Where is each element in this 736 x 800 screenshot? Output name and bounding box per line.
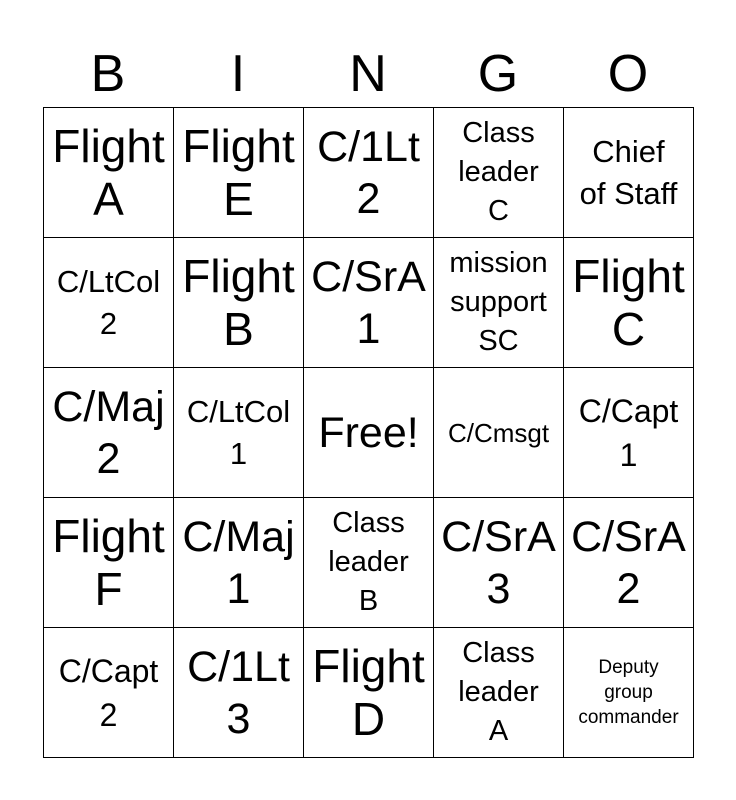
bingo-cell-r2-c4[interactable] <box>564 368 694 498</box>
bingo-cell-r4-c1[interactable] <box>174 628 304 758</box>
cell-label: C/1Lt 3 <box>187 642 290 743</box>
bingo-cell-r3-c1[interactable] <box>174 498 304 628</box>
bingo-cell-r1-c3[interactable] <box>434 238 564 368</box>
cell-label: C/Capt 1 <box>578 392 679 473</box>
bingo-cell-r2-c1[interactable] <box>174 368 304 498</box>
cell-label: Flight A <box>52 119 165 225</box>
bingo-cell-r4-c4[interactable] <box>564 628 694 758</box>
cell-label: C/SrA 3 <box>441 512 556 613</box>
bingo-cell-r2-c3[interactable] <box>434 368 564 498</box>
free-space-label: Free! <box>318 408 419 457</box>
bingo-cell-r1-c2[interactable] <box>304 238 434 368</box>
header-letter-i: I <box>230 45 246 103</box>
bingo-cell-r3-c3[interactable] <box>434 498 564 628</box>
cell-label: C/Cmsgt <box>447 417 550 448</box>
bingo-cell-r1-c0[interactable] <box>44 238 174 368</box>
cell-label: C/SrA 2 <box>571 512 686 613</box>
bingo-cell-r2-c2-free[interactable] <box>304 368 434 498</box>
bingo-cell-r3-c4[interactable] <box>564 498 694 628</box>
cell-label: C/SrA 1 <box>311 252 426 353</box>
header-letter-n: N <box>349 45 387 103</box>
bingo-cell-r4-c3[interactable] <box>434 628 564 758</box>
bingo-cell-r0-c2[interactable] <box>304 108 434 238</box>
cell-label: Class leader B <box>328 507 409 617</box>
bingo-board <box>43 107 694 758</box>
cell-label: mission support SC <box>449 247 548 357</box>
bingo-cell-r3-c0[interactable] <box>44 498 174 628</box>
cell-label: Class leader A <box>458 637 539 747</box>
cell-label: Chief of Staff <box>579 133 678 211</box>
cell-label: Class leader C <box>458 117 539 227</box>
cell-label: Flight F <box>52 509 165 615</box>
cell-label: C/Capt 2 <box>58 652 159 733</box>
cell-label: C/LtCol 2 <box>56 263 161 341</box>
bingo-cell-r1-c4[interactable] <box>564 238 694 368</box>
bingo-cell-r4-c0[interactable] <box>44 628 174 758</box>
header-letter-o: O <box>607 45 649 103</box>
bingo-cell-r4-c2[interactable] <box>304 628 434 758</box>
cell-label: Flight D <box>312 639 425 745</box>
bingo-cell-r3-c2[interactable] <box>304 498 434 628</box>
bingo-cell-r1-c1[interactable] <box>174 238 304 368</box>
bingo-header <box>43 40 693 108</box>
bingo-cell-r0-c0[interactable] <box>44 108 174 238</box>
header-letter-b: B <box>90 45 126 103</box>
cell-label: Flight C <box>572 249 685 355</box>
bingo-cell-r0-c4[interactable] <box>564 108 694 238</box>
cell-label: Deputy group commander <box>578 657 679 728</box>
cell-label: C/Maj 2 <box>52 382 165 483</box>
cell-label: Flight E <box>182 119 295 225</box>
cell-label: C/LtCol 1 <box>186 393 291 471</box>
bingo-cell-r0-c1[interactable] <box>174 108 304 238</box>
cell-label: C/1Lt 2 <box>317 122 420 223</box>
header-letter-g: G <box>477 45 519 103</box>
bingo-cell-r2-c0[interactable] <box>44 368 174 498</box>
bingo-cell-r0-c3[interactable] <box>434 108 564 238</box>
cell-label: Flight B <box>182 249 295 355</box>
cell-label: C/Maj 1 <box>182 512 295 613</box>
